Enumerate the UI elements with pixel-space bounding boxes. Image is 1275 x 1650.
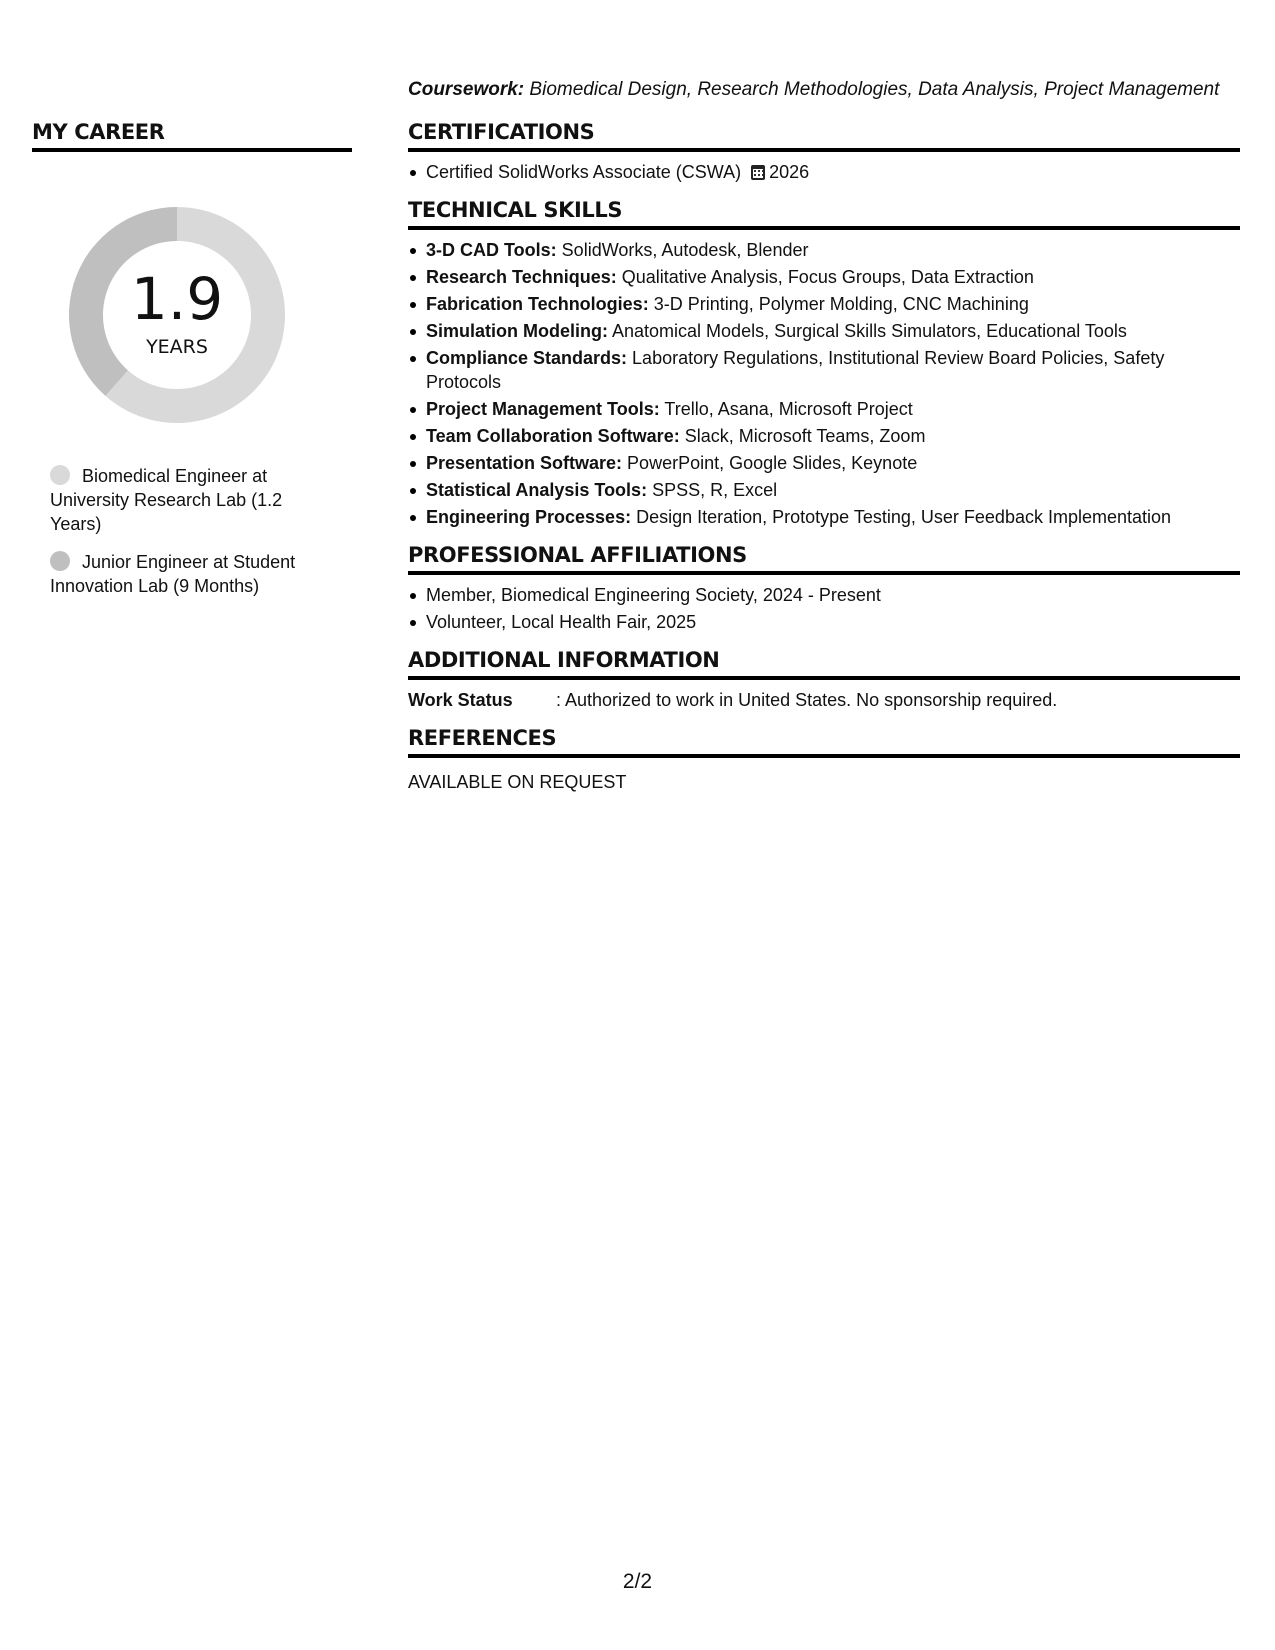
- certification-name: Certified SolidWorks Associate (CSWA): [426, 162, 742, 182]
- skill-item: [426, 292, 1240, 316]
- work-status-label: Work Status: [408, 690, 513, 710]
- coursework-label: Coursework:: [408, 79, 525, 100]
- career-total-unit: YEARS: [146, 336, 208, 358]
- skill-text: Qualitative Analysis, Focus Groups, Data Extraction: [616, 267, 1034, 287]
- references-heading: REFERENCES: [408, 726, 1240, 758]
- skill-item: [426, 505, 1240, 529]
- skill-label: Project Management Tools:: [426, 399, 660, 419]
- legend-item: [50, 464, 320, 536]
- page-number: 2/2: [622, 1570, 653, 1593]
- career-donut-chart: [66, 204, 288, 426]
- skill-label: 3-D CAD Tools:: [426, 240, 557, 260]
- skill-text: PowerPoint, Google Slides, Keynote: [622, 453, 918, 473]
- career-column: [32, 120, 352, 596]
- certification-year: 2026: [769, 162, 810, 182]
- skill-item: [426, 238, 1240, 262]
- skill-text: Slack, Microsoft Teams, Zoom: [679, 426, 926, 446]
- skill-label: Fabrication Technologies:: [426, 294, 649, 314]
- certification-item: [426, 160, 1240, 184]
- affiliation-item: Member, Biomedical Engineering Society, 2024 - Present: [426, 583, 1240, 607]
- affiliations-heading: PROFESSIONAL AFFILIATIONS: [408, 543, 1240, 575]
- legend-dot-icon: [50, 551, 70, 571]
- work-status-value: : Authorized to work in United States. No sponsorship required.: [556, 690, 1058, 710]
- skills-section: [408, 198, 1240, 529]
- coursework-text: Biomedical Design, Research Methodologies, Data Analysis, Project Management: [524, 79, 1220, 100]
- skill-text: SolidWorks, Autodesk, Blender: [556, 240, 809, 260]
- skill-label: Statistical Analysis Tools:: [426, 480, 648, 500]
- skill-label: Presentation Software:: [426, 453, 623, 473]
- certifications-section: [408, 120, 1240, 184]
- skill-item: [426, 478, 1240, 502]
- skills-heading: TECHNICAL SKILLS: [408, 198, 1240, 230]
- skill-label: Engineering Processes:: [426, 507, 632, 527]
- skill-item: [426, 346, 1240, 394]
- skill-item: [426, 319, 1240, 343]
- skill-item: [426, 265, 1240, 289]
- career-legend: [50, 464, 320, 612]
- legend-dot-icon: [50, 465, 70, 485]
- affiliation-item: Volunteer, Local Health Fair, 2025: [426, 610, 1240, 634]
- coursework-line: [408, 78, 1240, 102]
- skill-label: Compliance Standards:: [426, 348, 628, 368]
- skill-text: Laboratory Regulations, Institutional Review Board Policies, Safety Protocols: [426, 348, 1165, 392]
- skill-label: Team Collaboration Software:: [426, 426, 680, 446]
- skill-label: Research Techniques:: [426, 267, 617, 287]
- skill-text: SPSS, R, Excel: [647, 480, 778, 500]
- affiliations-section: [408, 543, 1240, 634]
- skill-label: Simulation Modeling:: [426, 321, 608, 341]
- legend-label: Junior Engineer at Student Innovation Lab (9 Months): [50, 552, 296, 596]
- skill-item: [426, 397, 1240, 421]
- main-column: [408, 78, 1240, 808]
- references-text: AVAILABLE ON REQUEST: [408, 772, 627, 792]
- career-total-value: 1.9: [130, 265, 224, 333]
- additional-info-heading: ADDITIONAL INFORMATION: [408, 648, 1240, 680]
- skill-item: [426, 451, 1240, 475]
- work-status-row: [408, 688, 1240, 712]
- skill-item: [426, 424, 1240, 448]
- references-section: [408, 726, 1240, 794]
- skill-text: Design Iteration, Prototype Testing, User Feedback Implementation: [631, 507, 1172, 527]
- skill-text: 3-D Printing, Polymer Molding, CNC Machining: [648, 294, 1029, 314]
- legend-item: [50, 550, 320, 598]
- career-heading: MY CAREER: [32, 120, 352, 152]
- skill-text: Anatomical Models, Surgical Skills Simulators, Educational Tools: [608, 321, 1127, 341]
- legend-label: Biomedical Engineer at University Research Lab (1.2 Years): [50, 466, 283, 534]
- skill-text: Trello, Asana, Microsoft Project: [659, 399, 913, 419]
- calendar-icon: [751, 165, 765, 180]
- certifications-heading: CERTIFICATIONS: [408, 120, 1240, 152]
- additional-info-section: [408, 648, 1240, 712]
